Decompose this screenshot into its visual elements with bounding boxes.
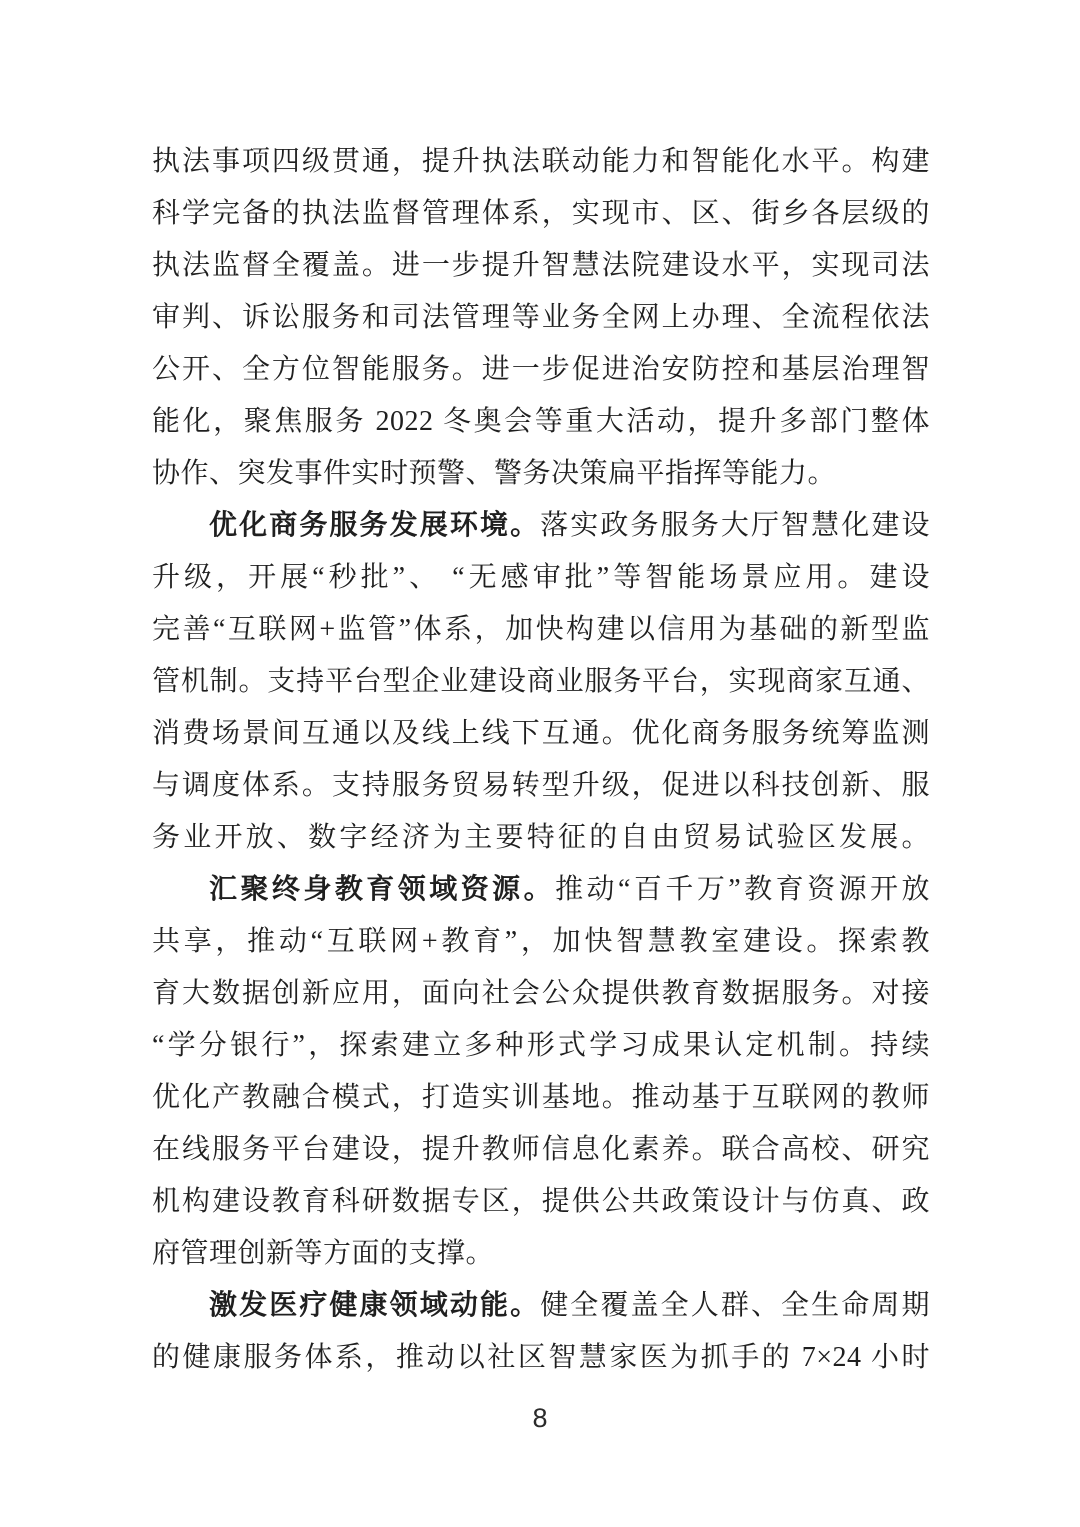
text-line [152, 1072, 930, 1124]
text-line [152, 136, 930, 188]
text-line [152, 500, 930, 552]
line-text: “学分银行”，探索建立多种形式学习成果认定机制。持续 [152, 1030, 930, 1061]
line-text: 完善“互联网+监管”体系，加快构建以信用为基础的新型监 [152, 614, 930, 645]
text-line [152, 1124, 930, 1176]
text-line [152, 344, 930, 396]
line-text: 协作、突发事件实时预警、警务决策扁平指挥等能力。 [152, 458, 837, 489]
text-line [152, 396, 930, 448]
paragraph-lead: 优化商务服务发展环境。 [209, 510, 541, 541]
line-text: 健全覆盖全人群、全生命周期 [540, 1290, 930, 1321]
text-line [152, 708, 930, 760]
text-line [152, 968, 930, 1020]
line-text: 审判、诉讼服务和司法管理等业务全网上办理、全流程依法 [152, 302, 930, 333]
line-text: 执法监督全覆盖。进一步提升智慧法院建设水平，实现司法 [152, 250, 930, 281]
page-number: 8 [532, 1403, 548, 1433]
line-text: 与调度体系。支持服务贸易转型升级，促进以科技创新、服 [152, 770, 930, 801]
line-text: 优化产教融合模式，打造实训基地。推动基于互联网的教师 [152, 1082, 930, 1113]
text-line [152, 1020, 930, 1072]
line-text: 推动“百千万”教育资源开放 [555, 874, 930, 905]
text-line [152, 760, 930, 812]
paragraph-lead: 汇聚终身教育领域资源。 [209, 874, 556, 905]
line-text: 升级，开展“秒批”、 “无感审批”等智能场景应用。建设 [152, 562, 930, 593]
text-line [152, 552, 930, 604]
line-text: 公开、全方位智能服务。进一步促进治安防控和基层治理智 [152, 354, 930, 385]
text-line [152, 292, 930, 344]
text-line [152, 448, 930, 500]
line-text: 科学完备的执法监督管理体系，实现市、区、街乡各层级的 [152, 198, 930, 229]
text-line [152, 916, 930, 968]
line-text: 能化，聚焦服务 2022 冬奥会等重大活动，提升多部门整体 [152, 406, 930, 437]
line-text: 落实政务服务大厅智慧化建设 [540, 510, 930, 541]
text-line [152, 1176, 930, 1228]
line-text: 消费场景间互通以及线上线下互通。优化商务服务统筹监测 [152, 718, 930, 749]
text-line [152, 812, 930, 864]
line-text: 执法事项四级贯通，提升执法联动能力和智能化水平。构建 [152, 146, 930, 177]
text-line [152, 656, 930, 708]
line-text: 府管理创新等方面的支撑。 [152, 1238, 495, 1269]
text-line [152, 1280, 930, 1332]
text-line [152, 240, 930, 292]
line-text: 育大数据创新应用，面向社会公众提供教育数据服务。对接 [152, 978, 930, 1009]
line-text: 在线服务平台建设，提升教师信息化素养。联合高校、研究 [152, 1134, 930, 1165]
text-line [152, 1332, 930, 1384]
text-line [152, 604, 930, 656]
line-text: 务业开放、数字经济为主要特征的自由贸易试验区发展。 [152, 822, 930, 853]
text-line [152, 188, 930, 240]
line-text: 的健康服务体系，推动以社区智慧家医为抓手的 7×24 小时 [152, 1342, 930, 1373]
line-text: 管机制。支持平台型企业建设商业服务平台，实现商家互通、 [152, 666, 930, 697]
document-body [152, 136, 930, 1384]
line-text: 机构建设教育科研数据专区，提供公共政策设计与仿真、政 [152, 1186, 930, 1217]
text-line [152, 864, 930, 916]
line-text: 共享，推动“互联网+教育”，加快智慧教室建设。探索教 [152, 926, 930, 957]
text-line [152, 1228, 930, 1280]
paragraph-lead: 激发医疗健康领域动能。 [209, 1290, 541, 1321]
